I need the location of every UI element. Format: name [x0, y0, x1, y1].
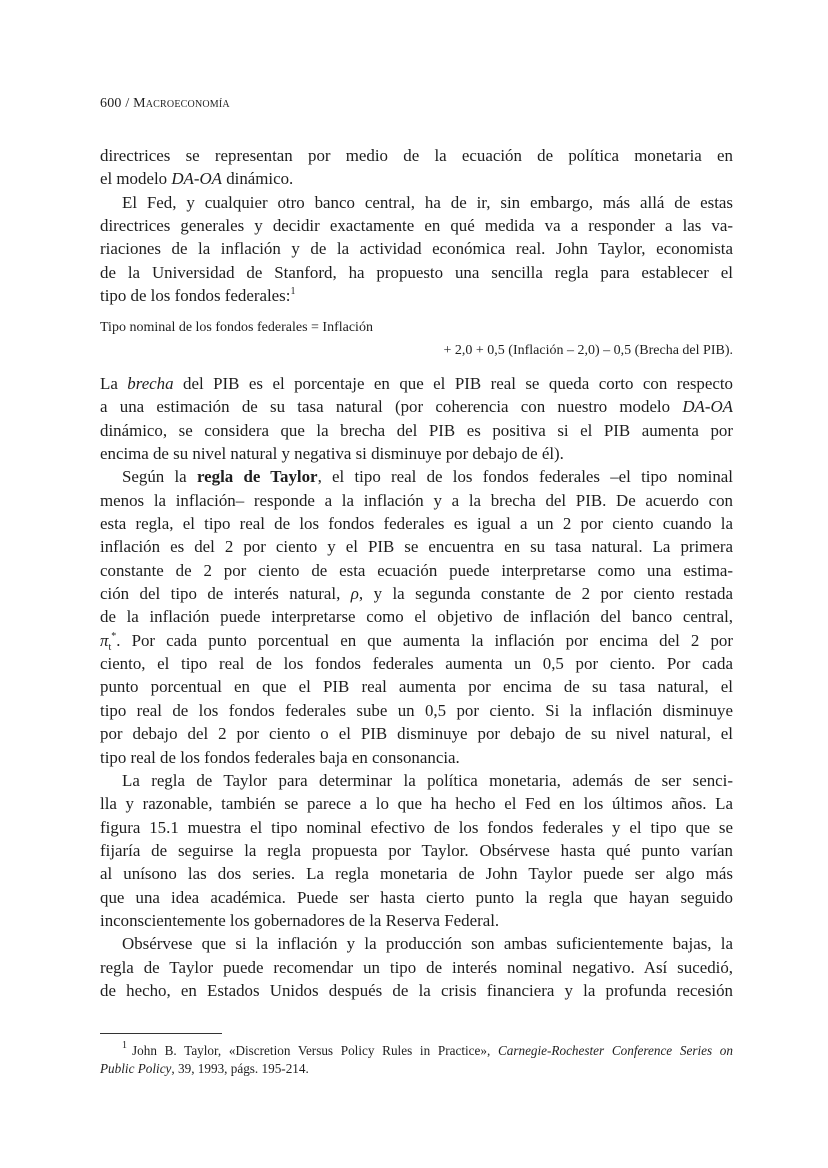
text-run: , 39, 1993, págs. 195-214. — [171, 1061, 309, 1076]
text-line — [100, 237, 733, 260]
text-line — [100, 886, 733, 909]
text-run: el modelo — [100, 169, 172, 189]
text-run: dinámico. — [221, 169, 294, 189]
text-line — [100, 489, 733, 512]
text-run: . Por cada punto porcentual en que aumenta la inflación por encima del 2 por — [116, 630, 733, 650]
text-run: Según la — [122, 467, 197, 487]
italic-term: brecha — [127, 374, 174, 393]
text-run: encima de su nivel natural y negativa si disminuye por debajo de él). — [100, 444, 564, 464]
book-title: Macroeconomía — [133, 96, 230, 111]
text-line — [100, 167, 733, 190]
italic-term: DA-OA — [171, 169, 222, 189]
text-line — [100, 769, 733, 792]
text-run: riaciones de la inflación y de la actividad económica real. John Taylor, economista — [100, 239, 733, 259]
text-run: directrices generales y decidir exactamente en qué medida va a responder a las va- — [100, 216, 733, 236]
body-text-upper — [100, 144, 733, 307]
text-line — [100, 442, 733, 465]
italic-term: Carnegie-Rochester Conference Series on — [497, 1043, 733, 1058]
text-run: del PIB es el porcentaje en que el PIB real se queda corto con respecto — [173, 374, 734, 393]
text-run: regla de Taylor puede recomendar un tipo de interés nominal negativo. Así sucedió, — [100, 957, 733, 977]
text-run: esta regla, el tipo real de los fondos federales es igual a un 2 por ciento cuando la — [100, 514, 733, 534]
text-run: El Fed, y cualquier otro banco central, ha de ir, sin embargo, más allá de estas — [122, 192, 733, 212]
footnote-rule — [100, 1033, 222, 1034]
text-run: , y la segunda constante de 2 por ciento restada — [358, 584, 733, 604]
italic-term: DA-OA — [682, 397, 733, 417]
formula-line-2: + 2,0 + 0,5 (Inflación – 2,0) – 0,5 (Brecha del PIB). — [443, 343, 733, 358]
text-run: John B. Taylor, «Discretion Versus Policy Rules in Practice», — [132, 1043, 498, 1058]
text-run: directrices se representan por medio de la ecuación de política monetaria en — [100, 146, 733, 165]
text-run: de la Universidad de Stanford, ha propuesto una sencilla regla para establecer el — [100, 262, 733, 282]
text-line — [100, 284, 733, 307]
text-line — [100, 699, 733, 722]
paragraph — [100, 932, 733, 1002]
text-run: a una estimación de su tasa natural (por coherencia con nuestro modelo — [100, 397, 683, 417]
bold-term: regla de Taylor — [196, 467, 318, 487]
text-line — [100, 629, 733, 652]
footnote — [100, 1042, 733, 1078]
text-line — [100, 722, 733, 745]
text-line — [100, 535, 733, 558]
text-line — [100, 214, 733, 237]
text-run: inconscientemente los gobernadores de la Reserva Federal. — [100, 910, 500, 930]
text-line — [100, 144, 733, 167]
text-line — [100, 582, 733, 605]
italic-term: ρ — [350, 584, 359, 604]
superscript: 1 — [290, 286, 296, 298]
text-line — [100, 792, 733, 815]
text-run: figura 15.1 muestra el tipo nominal efectivo de los fondos federales y el tipo que se — [100, 817, 733, 837]
text-line — [100, 395, 733, 418]
text-run: menos la inflación– responde a la inflación y a la brecha del PIB. De acuerdo con — [100, 490, 733, 510]
text-run: por debajo del 2 por ciento o el PIB disminuye por debajo de su nivel natural, el — [100, 724, 733, 744]
paragraph — [100, 769, 733, 932]
footnote-marker: 1 — [122, 1040, 132, 1051]
text-run: de la inflación puede interpretarse como el objetivo de inflación del banco central, — [100, 607, 733, 627]
text-line — [100, 419, 733, 442]
running-header — [100, 96, 230, 112]
text-run: punto porcentual en que el PIB real aumenta por encima de su tasa natural, el — [100, 677, 733, 697]
text-run: ciento, el tipo real de los fondos federales aumenta un 0,5 por ciento. Por cada — [100, 654, 733, 674]
text-line — [100, 261, 733, 284]
text-line — [100, 816, 733, 839]
body-text-lower — [100, 372, 733, 1002]
text-line — [100, 372, 733, 395]
text-line — [100, 675, 733, 698]
text-run: constante de 2 por ciento de esta ecuación puede interpretarse como una estima- — [100, 560, 733, 580]
text-line — [100, 652, 733, 675]
italic-term: Public Policy — [100, 1061, 172, 1076]
text-line — [100, 956, 733, 979]
footnote-line — [100, 1042, 733, 1060]
text-run: tipo de los fondos federales: — [100, 286, 291, 306]
text-run: fijaría de seguirse la regla propuesta por Taylor. Obsérvese hasta qué punto varían — [100, 840, 733, 860]
text-line — [100, 932, 733, 955]
text-line — [100, 559, 733, 582]
text-line — [100, 605, 733, 628]
paragraph — [100, 191, 733, 308]
text-run: Obsérvese que si la inflación y la producción son ambas suficientemente bajas, la — [122, 934, 733, 954]
paragraph — [100, 144, 733, 191]
text-run: al unísono las dos series. La regla monetaria de John Taylor puede ser algo más — [100, 864, 733, 884]
text-line — [100, 909, 733, 932]
text-line — [100, 512, 733, 535]
subscript: t — [108, 641, 112, 653]
footnote-line — [100, 1060, 733, 1078]
text-line — [100, 191, 733, 214]
text-line — [100, 465, 733, 488]
text-line — [100, 979, 733, 1002]
italic-term: π — [100, 630, 109, 650]
superscript: * — [111, 630, 117, 642]
text-run: que una idea académica. Puede ser hasta cierto punto la regla que hayan seguido — [100, 887, 733, 907]
text-run: lla y razonable, también se parece a lo que ha hecho el Fed en los últimos años. La — [100, 794, 733, 814]
text-run: La regla de Taylor para determinar la política monetaria, además de ser senci- — [122, 770, 733, 790]
header-separator: / — [125, 96, 130, 111]
text-line — [100, 746, 733, 769]
text-run: ción del tipo de interés natural, — [100, 584, 351, 604]
text-run: , el tipo real de los fondos federales –el tipo nominal — [317, 467, 733, 487]
text-run: tipo real de los fondos federales sube un 0,5 por ciento. Si la inflación disminuye — [100, 700, 733, 720]
paragraph — [100, 465, 733, 768]
text-run: de hecho, en Estados Unidos después de la crisis financiera y la profunda recesión — [100, 980, 733, 1000]
formula-line-1: Tipo nominal de los fondos federales = Inflación — [100, 320, 373, 335]
text-line — [100, 839, 733, 862]
text-run: dinámico, se considera que la brecha del PIB es positiva si el PIB aumenta por — [100, 420, 733, 440]
text-run: La — [100, 374, 128, 393]
text-run: tipo real de los fondos federales baja en consonancia. — [100, 747, 460, 767]
text-line — [100, 862, 733, 885]
paragraph — [100, 372, 733, 465]
page-number: 600 — [100, 96, 122, 111]
text-run: inflación es del 2 por ciento y el PIB se encuentra en su tasa natural. La primera — [100, 537, 733, 557]
